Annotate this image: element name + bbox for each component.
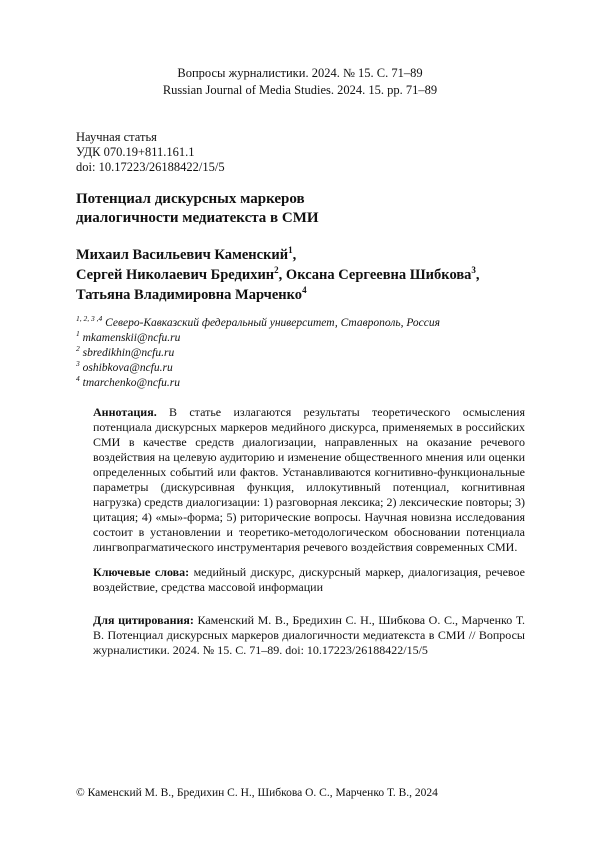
email-sup: 2 [76,344,80,354]
abstract-text: В статье излагаются результаты теоретического осмысления потенциала дискурсных маркеров медийного дискурса, применяемых в российских СМИ в качестве средств диалогизации, направленных на оказание речевого воздействия на целевую аудиторию и изменение общественного мнения или оценки определенных событий или фактов. Устанавливаются когнитивно-функциональные параметры (дискурсивная функция, иллокутивный потенциал, когнитивная нагрузка) средств диалогизации: 1) разговорная лексика; 2) лексические повторы; 3) цитация; 4) «мы»-форма; 5) риторические вопросы. Научная новизна исследования состоит в установлении и теоретико-методологическом обосновании потенциала лингвопрагматического инструментария речевого воздействия современных СМИ. [93,405,525,554]
author-line-3 [76,285,480,305]
email-sup: 1 [76,329,80,339]
affiliation-text: Северо-Кавказский федеральный университет, Ставрополь, Россия [102,317,440,329]
author-affil-sup: 2 [274,265,279,276]
abstract [93,405,525,555]
citation [93,613,525,658]
doi: doi: 10.17223/26188422/15/5 [76,160,225,174]
email-address: sbredikhin@ncfu.ru [79,347,175,359]
udc-code: УДК 070.19+811.161.1 [76,145,195,159]
citation-label: Для цитирования: [93,613,194,627]
copyright-footer: © Каменский М. В., Бредихин С. Н., Шибкова О. С., Марченко Т. В., 2024 [76,787,438,799]
journal-title-en: Russian Journal of Media Studies. 2024. 15. pp. 71–89 [162,83,438,97]
author-separator: , [278,267,286,283]
author-name: Михаил Васильевич Каменский [76,247,289,263]
author-affil-sup: 3 [471,265,476,276]
author-line-1 [76,245,480,265]
abstract-label: Аннотация. [93,405,157,419]
author-line-2 [76,265,480,285]
author-name: Оксана Сергеевна Шибкова [285,267,472,283]
article-title-line-1: Потенциал дискурсных маркеров [76,191,305,207]
email-address: tmarchenko@ncfu.ru [79,377,180,389]
citation-text: Каменский М. В., Бредихин С. Н., Шибкова О. С., Марченко Т. В. Потенциал дискурсных маркеров диалогичности медиатекста в СМИ // Вопросы журналистики. 2024. № 15. С. 71–89. doi: 10.17223/26188422/15/5 [93,613,525,657]
affiliations [76,316,440,391]
email-line [76,346,440,361]
author-separator: , [475,267,480,283]
email-sup: 3 [76,359,80,369]
author-list [76,245,480,305]
journal-header [0,65,600,99]
keywords-label: Ключевые слова: [93,565,190,579]
author-affil-sup: 1 [288,245,293,256]
author-name: Сергей Николаевич Бредихин [76,267,275,283]
email-address: oshibkova@ncfu.ru [79,362,173,374]
journal-title-ru: Вопросы журналистики. 2024. № 15. С. 71–89 [177,66,423,80]
author-name: Татьяна Владимировна Марченко [76,287,303,303]
author-affil-sup: 4 [302,285,307,296]
email-line [76,331,440,346]
email-line [76,376,440,391]
affiliation-line [76,316,440,331]
article-title [76,190,319,227]
article-title-line-2: диалогичности медиатекста в СМИ [76,209,319,226]
keywords-text: медийный дискурс, дискурсный маркер, диалогизация, речевое воздействие, средства массовой информации [93,565,525,594]
email-sup: 4 [76,374,80,384]
author-separator: , [292,247,297,263]
article-type: Научная статья [76,130,157,144]
email-line [76,361,440,376]
keywords [93,565,525,595]
email-address: mkamenskii@ncfu.ru [79,332,181,344]
affiliation-sup: 1, 2, 3 ,4 [76,314,103,324]
article-meta [76,130,225,175]
